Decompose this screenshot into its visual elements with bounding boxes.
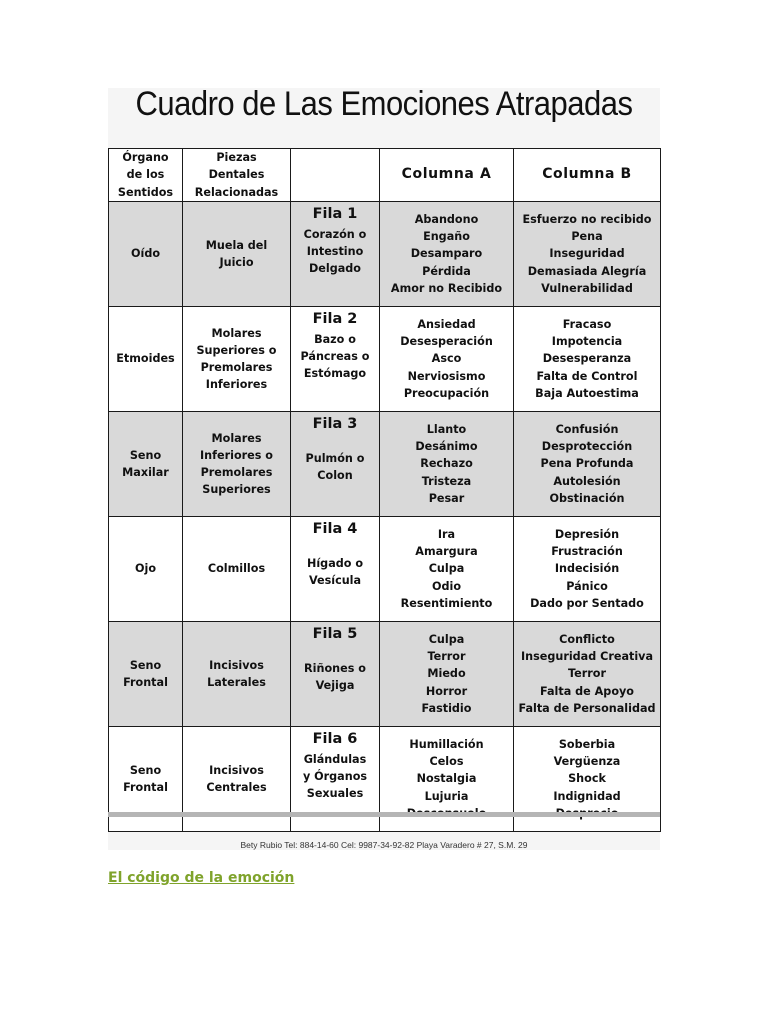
organ-cell xyxy=(109,412,183,517)
column-b-cell-line: Pánico xyxy=(566,579,608,593)
body-organ xyxy=(293,450,377,484)
body-organ xyxy=(293,555,377,589)
teeth-cell-line: Incisivos xyxy=(209,763,264,777)
column-a-cell-line: Llanto xyxy=(426,422,467,436)
row-label: Fila 4 xyxy=(312,521,358,537)
column-a-cell-line: Amor no Recibido xyxy=(390,281,503,295)
table-header-row xyxy=(109,149,661,202)
column-a-cell-line: Amargura xyxy=(415,545,478,559)
teeth-cell-line: Premolares xyxy=(200,361,273,374)
column-a-cell-line: Abandono xyxy=(414,212,479,226)
column-b-cell-line: Desesperanza xyxy=(542,352,632,366)
column-b-cell-line: Baja Autoestima xyxy=(535,386,639,400)
body-organ-line: Páncreas o xyxy=(300,350,370,364)
column-b-cell-line: Vulnerabilidad xyxy=(541,281,633,295)
column-b-cell-line: Dado por Sentado xyxy=(530,596,644,610)
teeth-cell-line: Incisivos xyxy=(209,658,264,672)
column-b-cell-line: Terror xyxy=(568,667,606,681)
column-a-cell-line: Rechazo xyxy=(420,457,473,471)
column-a-cell-line: Desamparo xyxy=(410,247,483,261)
table-row xyxy=(109,307,661,412)
column-b-cell-line: Shock xyxy=(568,772,606,786)
column-a-cell-line: Miedo xyxy=(427,667,466,681)
column-a-cell-line: Desesperación xyxy=(400,335,493,349)
emotion-table xyxy=(108,148,661,832)
column-b-cell-line: Fracaso xyxy=(562,317,612,331)
body-organ-line: Vesícula xyxy=(308,574,362,588)
organ-cell-line: Oído xyxy=(130,247,161,261)
body-organ-line: Delgado xyxy=(309,262,361,276)
body-organ-line: Riñones o xyxy=(304,662,366,675)
header-organ-line: Sentidos xyxy=(117,185,174,199)
organ-cell-line: Seno xyxy=(129,448,162,462)
body-organ-line: Pulmón o xyxy=(305,452,365,465)
column-b-cell-line: Falta de Personalidad xyxy=(518,701,656,715)
emotion-code-link[interactable]: El código de la emoción xyxy=(108,870,295,886)
organ-cell xyxy=(109,622,183,727)
column-a-cell-line: Pérdida xyxy=(422,264,471,278)
column-b-cell-line: Esfuerzo no recibido xyxy=(522,212,652,226)
column-b-cell-line: Depresión xyxy=(554,527,620,541)
teeth-cell xyxy=(183,622,291,727)
organ-cell-line: Ojo xyxy=(134,562,157,576)
column-a-cell xyxy=(380,412,514,517)
column-a-cell-line: Preocupación xyxy=(403,386,490,400)
row-label: Fila 2 xyxy=(312,311,358,327)
teeth-cell xyxy=(183,202,291,307)
body-organ-line: y Órganos xyxy=(302,770,368,784)
column-b-cell-line: Soberbia xyxy=(558,737,616,751)
organ-cell xyxy=(109,202,183,307)
row-organ-cell xyxy=(291,202,380,307)
body-organ-line: Intestino xyxy=(306,245,364,259)
teeth-cell-line: Laterales xyxy=(207,676,266,689)
emotion-chart-sheet xyxy=(108,83,660,850)
table-row xyxy=(109,412,661,517)
column-b-cell-line: Impotencia xyxy=(551,335,623,349)
column-b-cell-line: Inseguridad xyxy=(549,247,625,261)
body-organ-line: Sexuales xyxy=(306,787,364,801)
organ-cell-line: Frontal xyxy=(123,676,168,689)
body-organ-line: Bazo o xyxy=(314,333,356,346)
column-b-cell xyxy=(514,622,661,727)
table-row xyxy=(109,517,661,622)
row-label: Fila 5 xyxy=(312,626,358,642)
column-b-cell-line: Pena xyxy=(571,230,603,244)
body-organ-line: Corazón o xyxy=(303,228,367,241)
organ-cell-line: Etmoides xyxy=(116,352,175,366)
row-label: Fila 6 xyxy=(312,731,358,747)
column-b-cell xyxy=(514,307,661,412)
header-organ-line: Órgano xyxy=(122,151,169,165)
column-a-cell-line: Desánimo xyxy=(415,440,478,454)
column-a-cell-line: Ira xyxy=(437,527,456,541)
column-b-cell-line: Indignidad xyxy=(553,789,621,803)
teeth-cell xyxy=(183,307,291,412)
column-a-cell-line: Culpa xyxy=(428,632,465,646)
teeth-cell-line: Molares xyxy=(211,326,262,340)
body-organ-line: Colon xyxy=(317,469,353,483)
header-organ-line: de los xyxy=(126,168,165,182)
column-a-cell xyxy=(380,307,514,412)
table-bottom-shadow xyxy=(108,812,660,817)
header-teeth-line: Dentales xyxy=(208,168,265,182)
teeth-cell-line: Molares xyxy=(211,431,262,445)
header-teeth-line: Piezas xyxy=(216,151,257,165)
column-b-cell-line: Pena Profunda xyxy=(540,457,634,471)
row-organ-cell xyxy=(291,412,380,517)
column-b-cell-line: Falta de Apoyo xyxy=(540,684,634,698)
column-b-cell-line: Indecisión xyxy=(554,562,620,576)
organ-cell-line: Seno xyxy=(129,763,162,777)
organ-cell xyxy=(109,307,183,412)
column-a-cell-line: Lujuria xyxy=(424,789,469,803)
column-b-cell-line: Demasiada Alegría xyxy=(527,264,647,278)
header-dental-pieces xyxy=(183,149,291,202)
teeth-cell-line: Superiores xyxy=(202,483,271,497)
row-organ-cell xyxy=(291,622,380,727)
body-organ-line: Hígado o xyxy=(306,557,364,570)
row-label: Fila 1 xyxy=(312,206,358,222)
header-row-empty xyxy=(291,149,380,202)
teeth-cell xyxy=(183,517,291,622)
column-b-cell xyxy=(514,517,661,622)
teeth-cell-line: Muela del xyxy=(205,238,268,252)
teeth-cell-line: Colmillos xyxy=(207,562,266,576)
column-b-cell xyxy=(514,202,661,307)
column-a-cell-line: Tristeza xyxy=(421,474,472,488)
column-b-cell-line: Frustración xyxy=(551,545,623,559)
column-a-cell-line: Celos xyxy=(429,755,464,769)
column-a-cell-line: Terror xyxy=(427,650,466,664)
column-b-cell-line: Desprotección xyxy=(541,440,633,454)
header-column-a: Columna A xyxy=(380,149,514,202)
column-a-cell-line: Horror xyxy=(425,684,468,698)
teeth-cell-line: Inferiores o xyxy=(200,448,273,462)
column-b-cell-line: Obstinación xyxy=(549,491,625,505)
chart-title: Cuadro de Las Emociones Atrapadas xyxy=(135,83,633,123)
organ-cell xyxy=(109,517,183,622)
row-organ-cell xyxy=(291,517,380,622)
teeth-cell xyxy=(183,412,291,517)
teeth-cell-line: Superiores o xyxy=(196,343,277,357)
column-a-cell-line: Engaño xyxy=(423,230,470,244)
contact-footer: Bety Rubio Tel: 884-14-60 Cel: 9987-34-92-82 Playa Varadero # 27, S.M. 29 xyxy=(240,840,528,850)
header-column-b: Columna B xyxy=(514,149,661,202)
column-b-cell-line: Inseguridad Creativa xyxy=(520,650,654,664)
row-organ-cell xyxy=(291,307,380,412)
body-organ-line: Vejiga xyxy=(315,679,355,693)
table-row xyxy=(109,622,661,727)
column-a-cell-line: Resentimiento xyxy=(400,596,493,610)
body-organ xyxy=(293,751,377,803)
column-a-cell-line: Fastidio xyxy=(421,701,472,715)
column-a-cell xyxy=(380,622,514,727)
column-a-cell-line: Ansiedad xyxy=(417,317,476,331)
column-a-cell xyxy=(380,202,514,307)
teeth-cell-line: Premolares xyxy=(200,466,273,479)
column-a-cell-line: Nostalgia xyxy=(416,772,477,786)
organ-cell-line: Seno xyxy=(129,658,162,672)
row-label: Fila 3 xyxy=(312,416,358,432)
table-row xyxy=(109,202,661,307)
column-a-cell-line: Pesar xyxy=(428,491,465,505)
column-b-cell-line: Confusión xyxy=(555,422,619,436)
teeth-cell-line: Inferiores xyxy=(205,378,268,392)
body-organ xyxy=(293,660,377,694)
column-a-cell-line: Asco xyxy=(431,352,462,366)
column-a-cell-line: Culpa xyxy=(428,562,465,576)
organ-cell-line: Frontal xyxy=(123,781,168,794)
column-a-cell-line: Odio xyxy=(431,579,462,593)
header-teeth-line: Relacionadas xyxy=(194,185,279,199)
column-b-cell-line: Autolesión xyxy=(553,474,621,488)
column-b-cell xyxy=(514,412,661,517)
body-organ-line: Glándulas xyxy=(303,753,367,766)
column-a-cell xyxy=(380,517,514,622)
body-organ xyxy=(293,226,377,278)
column-a-cell-line: Nerviosismo xyxy=(407,369,486,383)
teeth-cell-line: Centrales xyxy=(206,781,267,794)
teeth-cell-line: Juicio xyxy=(219,256,254,269)
column-b-cell-line: Vergüenza xyxy=(553,755,621,769)
column-b-cell-line: Conflicto xyxy=(559,632,615,646)
body-organ-line: Estómago xyxy=(303,367,367,381)
body-organ xyxy=(293,331,377,383)
organ-cell-line: Maxilar xyxy=(122,466,169,479)
column-b-cell-line: Falta de Control xyxy=(536,369,638,383)
header-organ-senses xyxy=(109,149,183,202)
column-a-cell-line: Humillación xyxy=(409,737,484,751)
